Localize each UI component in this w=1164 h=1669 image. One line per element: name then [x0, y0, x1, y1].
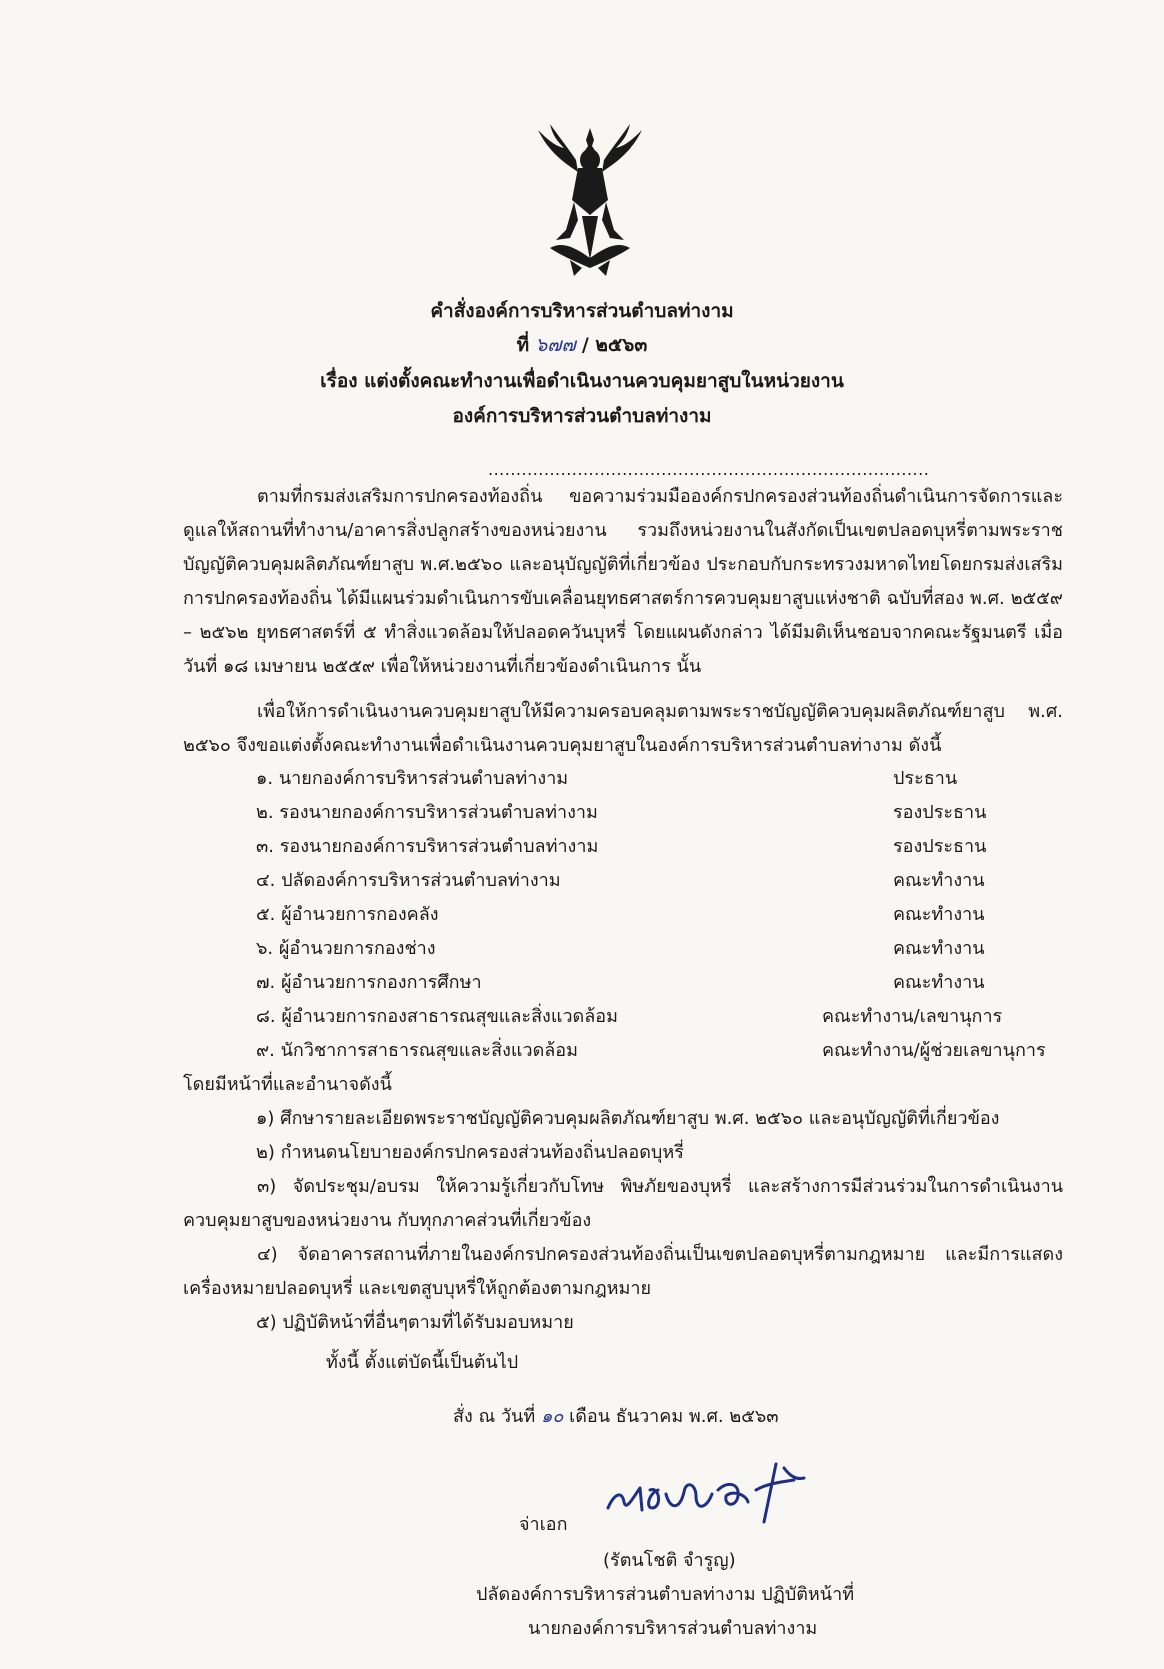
order-title: คำสั่งองค์การบริหารส่วนตำบลท่างาม — [430, 300, 734, 322]
member-name: ๙. นักวิชาการสาธารณสุขและสิ่งแวดล้อม — [256, 1040, 578, 1061]
order-number-prefix: ที่ — [516, 334, 530, 356]
order-date — [453, 1400, 779, 1434]
signer-rank: จ่าเอก — [519, 1514, 568, 1535]
date-day-handwritten: ๑๐ — [540, 1406, 564, 1427]
date-prefix: สั่ง ณ วันที่ — [453, 1406, 536, 1427]
list-item — [256, 966, 1056, 1000]
member-name: ๕. ผู้อำนวยการกองคลัง — [256, 904, 439, 925]
list-item — [256, 864, 1056, 898]
member-role: ประธาน — [893, 768, 958, 789]
duty-item: ๔) จัดอาคารสถานที่ภายในองค์กรปกครองส่วนท้องถิ่นเป็นเขตปลอดบุหรี่ตามกฎหมาย และมีการแสดงเครื่องหมายปลอดบุหรี่ และเขตสูบบุหรี่ให้ถูกต้องตามกฎหมาย — [183, 1244, 1063, 1299]
duty-item: ๕) ปฏิบัติหน้าที่อื่นๆตามที่ได้รับมอบหมาย — [256, 1312, 574, 1333]
duties-intro: โดยมีหน้าที่และอำนาจดังนี้ — [183, 1074, 392, 1095]
paragraph-1: ตามที่กรมส่งเสริมการปกครองท้องถิ่น ขอความร่วมมือองค์กรปกครองส่วนท้องถิ่นดำเนินการจัดการและดูแลให้สถานที่ทำงาน/อาคารสิ่งปลูกสร้างของหน่วยงาน รวมถึงหน่วยงานในสังกัดเป็นเขตปลอดบุหรี่ตามพระราชบัญญัติควบคุมผลิตภัณฑ์ยาสูบ พ.ศ.๒๕๖๐ และอนุบัญญัติที่เกี่ยวข้อง ประกอบกับกระทรวงมหาดไทยโดยกรมส่งเสริมการปกครองท้องถิ่น ได้มีแผนร่วมดำเนินการขับเคลื่อนยุทธศาสตร์การควบคุมยาสูบแห่งชาติ ฉบับที่สอง พ.ศ. ๒๕๕๙ – ๒๕๖๒ ยุทธศาสตร์ที่ ๕ ทำสิ่งแวดล้อมให้ปลอดควันบุหรี่ โดยแผนดังกล่าว ได้มีมติเห็นชอบจากคณะรัฐมนตรี เมื่อวันที่ ๑๘ เมษายน ๒๕๕๙ เพื่อให้หน่วยงานที่เกี่ยวข้องดำเนินการ นั้น — [183, 486, 1063, 677]
list-item — [256, 1000, 1056, 1034]
duty-item: ๓) จัดประชุม/อบรม ให้ความรู้เกี่ยวกับโทษ พิษภัยของบุหรี่ และสร้างการมีส่วนร่วมในการดำเนินงานควบคุมยาสูบของหน่วยงาน กับทุกภาคส่วนที่เกี่ยวข้อง — [183, 1176, 1063, 1231]
list-item — [256, 898, 1056, 932]
member-name: ๑. นายกองค์การบริหารส่วนตำบลท่างาม — [256, 768, 569, 789]
member-role: คณะทำงาน/เลขานุการ — [822, 1006, 1003, 1027]
date-rest: เดือน ธันวาคม พ.ศ. ๒๕๖๓ — [569, 1406, 779, 1427]
paragraph-2: เพื่อให้การดำเนินงานควบคุมยาสูบให้มีความครอบคลุมตามพระราชบัญญัติควบคุมผลิตภัณฑ์ยาสูบ พ.ศ. ๒๕๖๐ จึงขอแต่งตั้งคณะทำงานเพื่อดำเนินงานควบคุมยาสูบในองค์การบริหารส่วนตำบลท่างาม ดังนี้ — [183, 701, 1063, 756]
member-role: คณะทำงาน — [893, 904, 985, 925]
subject-line-1: เรื่อง แต่งตั้งคณะทำงานเพื่อดำเนินงานควบคุมยาสูบในหน่วยงาน — [320, 370, 844, 392]
list-item — [256, 1034, 1056, 1068]
list-item — [256, 796, 1056, 830]
member-role: คณะทำงาน — [893, 938, 985, 959]
header-divider: ............................................................................... — [488, 460, 930, 479]
signer-position-2: นายกองค์การบริหารส่วนตำบลท่างาม — [528, 1618, 818, 1639]
member-name: ๓. รองนายกองค์การบริหารส่วนตำบลท่างาม — [256, 836, 599, 857]
member-name: ๔. ปลัดองค์การบริหารส่วนตำบลท่างาม — [256, 870, 561, 891]
subject-line-2: องค์การบริหารส่วนตำบลท่างาม — [452, 405, 712, 427]
signer-position-1: ปลัดองค์การบริหารส่วนตำบลท่างาม ปฏิบัติหน้าที่ — [476, 1584, 855, 1605]
order-number — [0, 330, 1164, 360]
order-number-suffix: / ๒๕๖๓ — [581, 334, 648, 356]
member-name: ๖. ผู้อำนวยการกองช่าง — [256, 938, 436, 959]
signer-name: (รัตนโชติ จำรูญ) — [603, 1550, 736, 1571]
member-role: คณะทำงาน — [893, 870, 985, 891]
member-role: คณะทำงาน — [893, 972, 985, 993]
garuda-emblem-icon — [530, 120, 650, 280]
member-role: คณะทำงาน/ผู้ช่วยเลขานุการ — [822, 1040, 1046, 1061]
member-role: รองประธาน — [893, 836, 987, 857]
member-name: ๗. ผู้อำนวยการกองการศึกษา — [256, 972, 482, 993]
list-item — [256, 932, 1056, 966]
list-item — [256, 830, 1056, 864]
member-role: รองประธาน — [893, 802, 987, 823]
order-number-handwritten: ๖๗๗ — [535, 334, 576, 356]
duty-item: ๑) ศึกษารายละเอียดพระราชบัญญัติควบคุมผลิตภัณฑ์ยาสูบ พ.ศ. ๒๕๖๐ และอนุบัญญัติที่เกี่ยวข้อง — [256, 1108, 1000, 1129]
list-item — [256, 762, 1056, 796]
duty-item: ๒) กำหนดนโยบายองค์กรปกครองส่วนท้องถิ่นปลอดบุหรี่ — [256, 1142, 684, 1163]
member-name: ๘. ผู้อำนวยการกองสาธารณสุขและสิ่งแวดล้อม — [256, 1006, 618, 1027]
handwritten-signature — [600, 1450, 830, 1530]
member-name: ๒. รองนายกองค์การบริหารส่วนตำบลท่างาม — [256, 802, 598, 823]
effective-clause: ทั้งนี้ ตั้งแต่บัดนี้เป็นต้นไป — [326, 1352, 519, 1373]
